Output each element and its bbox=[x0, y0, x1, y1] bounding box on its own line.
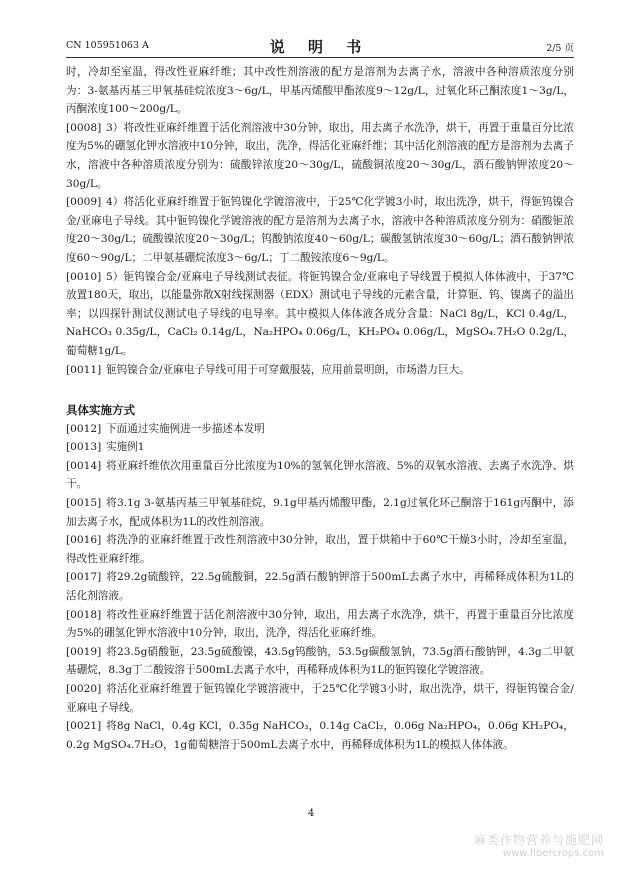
paragraph bbox=[66, 63, 574, 119]
watermark bbox=[474, 831, 604, 859]
section-title: 具体实施方式 bbox=[66, 403, 135, 418]
page-header bbox=[66, 36, 574, 54]
paragraph-number: [0012] bbox=[66, 422, 102, 435]
header-rule bbox=[66, 57, 574, 58]
paragraph-number: [0017] bbox=[66, 571, 102, 584]
paragraph-number: [0019] bbox=[66, 645, 102, 658]
paragraph bbox=[66, 606, 574, 643]
paragraph bbox=[66, 531, 574, 568]
paragraph-text: 将活化亚麻纤维置于钷钨镍化学镀溶液中，于25℃化学镀3小时，取出洗净，烘干，得钷钨镍合金/亚麻电子导线。 bbox=[66, 683, 574, 714]
paragraph bbox=[66, 268, 574, 361]
paragraph bbox=[66, 643, 574, 680]
paragraph-number: [0013] bbox=[66, 441, 102, 454]
paragraph-text: 5）钷钨镍合金/亚麻电子导线测试表征。将钷钨镍合金/亚麻电子导线置于模拟人体体液中，于37℃放置180天，取出，以能量弥散X射线探测器（EDX）测试电子导线的元素含量，计算钷、钨、镍离子的溢出率；以四探针测试仪测试电子导线的电导率。其中模拟人体体液各成分含量：NaCl 8g/L，KCl 0.4g/L，NaHCO₃ 0.35g/L，CaCl₂ 0.14g/L，Na₂HPO₄ 0.06g/L，KH₂PO₄ 0.06g/L，MgSO₄.7H₂O 0.2g/L，葡萄糖1g/L。 bbox=[66, 270, 574, 357]
paragraph-text: 将亚麻纤维依次用重量百分比浓度为10%的氢氧化钾水溶液、5%的双氧水溶液、去离子水洗净、烘干。 bbox=[66, 459, 574, 491]
paragraph bbox=[66, 438, 574, 457]
paragraph-text: 钷钨镍合金/亚麻电子导线可用于可穿戴服装，应用前景明朗，市场潜力巨大。 bbox=[106, 363, 470, 376]
paragraph bbox=[66, 457, 574, 494]
page-number: 4 bbox=[307, 808, 315, 819]
document-title: 说 明 书 bbox=[269, 38, 371, 56]
paragraph-number: [0021] bbox=[66, 720, 102, 733]
paragraph-text: 3）将改性亚麻纤维置于活化剂溶液中30分钟，取出，用去离子水洗净，烘干，再置于重量百分比浓度为5%的硼氢化钾水溶液中10分钟，取出，洗净，得活化亚麻纤维；其中活化剂溶液的配方是溶剂为去离子水，溶液中各种溶质浓度分别为：硫酸锌浓度20～30g/L，硫酸铜浓度20～30g/L，酒石酸钠钾浓度20～30g/L。 bbox=[66, 121, 574, 190]
paragraph bbox=[66, 494, 574, 531]
paragraph-number: [0014] bbox=[66, 459, 102, 472]
paragraph-number: [0015] bbox=[66, 497, 102, 510]
paragraph bbox=[66, 568, 574, 605]
paragraph-number: [0018] bbox=[66, 608, 102, 621]
paragraph-text: 时，冷却至室温，得改性亚麻纤维；其中改性剂溶液的配方是溶剂为去离子水，溶液中各种溶质浓度分别为：3-氨基丙基三甲氧基硅烷浓度3～6g/L，甲基丙烯酸甲酯浓度9～12g/L，过氧化环己酮浓度1～3g/L，丙酮浓度100～200g/L。 bbox=[66, 66, 574, 116]
paragraph-text: 将3.1g 3-氨基丙基三甲氧基硅烷，9.1g甲基丙烯酸甲酯，2.1g过氧化环己酮溶于161g丙酮中，添加去离子水，配成体积为1L的改性剂溶液。 bbox=[66, 497, 574, 528]
paragraph-text: 实施例1 bbox=[106, 441, 145, 454]
paragraph bbox=[66, 119, 574, 193]
paragraph bbox=[66, 717, 574, 754]
paragraph-text: 4）将活化亚麻纤维置于钷钨镍化学镀溶液中，于25℃化学镀3小时，取出洗净，烘干，得钷钨镍合金/亚麻电子导线。其中钷钨镍化学镀溶液的配方是溶剂为去离子水，溶液中各种溶质浓度分别为：硝酸钷浓度20～30g/L；硫酸镍浓度20～30g/L；钨酸钠浓度40～60g/L；碳酸氢钠浓度30～60g/L；酒石酸钠钾浓度60～90g/L；二甲氨基硼烷浓度3～6g/L；丁二酸铵浓度6～9g/L。 bbox=[66, 196, 574, 264]
document-number: CN 105951063 A bbox=[66, 40, 149, 51]
paragraph-text: 将洗净的亚麻纤维置于改性剂溶液中30分钟，取出，置于烘箱中于60℃干燥3小时，冷却至室温，得改性亚麻纤维。 bbox=[66, 534, 574, 565]
paragraph bbox=[66, 680, 574, 717]
paragraph-text: 将改性亚麻纤维置于活化剂溶液中30分钟，取出，用去离子水洗净，烘干，再置于重量百分比浓度为5%的硼氢化钾水溶液中10分钟，取出，洗净，得活化亚麻纤维。 bbox=[66, 608, 574, 640]
paragraph-text: 将29.2g硫酸锌，22.5g硫酸铜，22.5g酒石酸钠钾溶于500mL去离子水中，再稀释成体积为1L的活化剂溶液。 bbox=[66, 571, 574, 603]
page-indicator: 2/5 页 bbox=[546, 43, 574, 54]
paragraph-text: 下面通过实施例进一步描述本发明 bbox=[106, 422, 265, 435]
watermark-url: www.fibercrops.com bbox=[502, 848, 604, 859]
watermark-title: 麻类作物营养与施肥网 bbox=[473, 833, 604, 847]
paragraph-number: [0008] bbox=[66, 121, 102, 134]
paragraph-number: [0016] bbox=[66, 534, 102, 547]
paragraph bbox=[66, 193, 574, 267]
paragraph-text: 将23.5g硝酸钷，23.5g硫酸镍，43.5g钨酸钠，53.5g碳酸氢钠，73.5g酒石酸钠钾，4.3g二甲氨基硼烷，8.3g丁二酸铵溶于500mL去离子水中，再稀释成体积为1L的钷钨镍化学镀溶液。 bbox=[66, 645, 574, 677]
paragraph-number: [0011] bbox=[66, 363, 102, 376]
paragraph bbox=[66, 361, 574, 380]
document-body bbox=[66, 63, 574, 754]
paragraph-number: [0010] bbox=[66, 270, 102, 283]
paragraph-number: [0020] bbox=[66, 683, 102, 695]
paragraph-number: [0009] bbox=[66, 196, 102, 209]
paragraph-text: 将8g NaCl，0.4g KCl，0.35g NaHCO₃，0.14g CaCl₂，0.06g Na₂HPO₄，0.06g KH₂PO₄，0.2g MgSO₄.7H₂O，1g葡萄糖溶于500mL去离子水中，再稀释成体积为1L的模拟人体体液。 bbox=[66, 720, 574, 751]
paragraph bbox=[66, 420, 574, 439]
